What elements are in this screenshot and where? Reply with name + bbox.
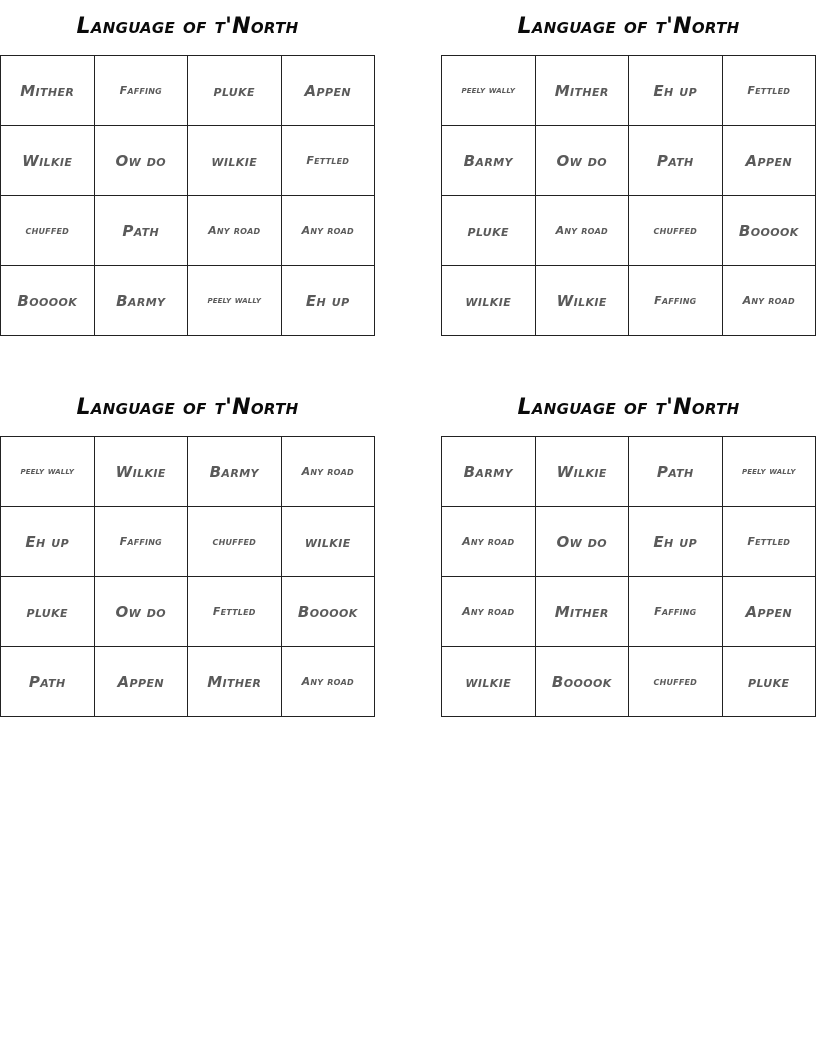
bingo-cell: Mither: [188, 647, 282, 717]
bingo-cell: Ow do: [95, 577, 189, 647]
bingo-grid: [441, 436, 816, 717]
bingo-cell: peely wally: [723, 437, 816, 507]
bingo-cell: wilkie: [282, 507, 376, 577]
bingo-cell: Fettled: [188, 577, 282, 647]
bingo-cell: Barmy: [95, 266, 189, 336]
card-title: Language of t'North: [76, 14, 299, 39]
bingo-cell: Faffing: [629, 266, 723, 336]
bingo-cell: chuffed: [629, 196, 723, 266]
bingo-cell: chuffed: [1, 196, 95, 266]
bingo-cell: Ow do: [95, 126, 189, 196]
card-title: Language of t'North: [76, 395, 299, 420]
bingo-cell: Eh up: [629, 56, 723, 126]
bingo-cell: Any road: [282, 196, 376, 266]
bingo-cell: Ow do: [536, 126, 630, 196]
bingo-cell: Eh up: [282, 266, 376, 336]
bingo-cell: Barmy: [442, 437, 536, 507]
bingo-cell: peely wally: [188, 266, 282, 336]
bingo-cell: Eh up: [629, 507, 723, 577]
bingo-cell: Any road: [723, 266, 816, 336]
bingo-cell: Fettled: [723, 56, 816, 126]
bingo-cell: Any road: [282, 437, 376, 507]
bingo-cell: Mither: [536, 577, 630, 647]
bingo-cell: Booook: [1, 266, 95, 336]
bingo-cell: Faffing: [95, 507, 189, 577]
bingo-cell: Barmy: [442, 126, 536, 196]
bingo-cell: Any road: [536, 196, 630, 266]
bingo-cell: Wilkie: [536, 437, 630, 507]
bingo-cell: pluke: [1, 577, 95, 647]
card-title: Language of t'North: [517, 395, 740, 420]
bingo-cell: Mither: [536, 56, 630, 126]
bingo-cell: pluke: [723, 647, 816, 717]
bingo-cell: peely wally: [1, 437, 95, 507]
bingo-cell: Fettled: [723, 507, 816, 577]
bingo-cell: Any road: [282, 647, 376, 717]
bingo-cell: Path: [95, 196, 189, 266]
bingo-cell: pluke: [188, 56, 282, 126]
bingo-cell: Faffing: [95, 56, 189, 126]
bingo-cell: Any road: [442, 577, 536, 647]
bingo-cell: Path: [1, 647, 95, 717]
bingo-cell: pluke: [442, 196, 536, 266]
card-title: Language of t'North: [517, 14, 740, 39]
bingo-cell: Mither: [1, 56, 95, 126]
bingo-cell: Any road: [442, 507, 536, 577]
bingo-cell: wilkie: [188, 126, 282, 196]
bingo-cell: Appen: [723, 126, 816, 196]
bingo-cell: Path: [629, 437, 723, 507]
bingo-cell: Booook: [723, 196, 816, 266]
bingo-grid: [0, 436, 375, 717]
bingo-cell: chuffed: [188, 507, 282, 577]
bingo-grid: [0, 55, 375, 336]
bingo-cell: Eh up: [1, 507, 95, 577]
bingo-cell: peely wally: [442, 56, 536, 126]
bingo-cell: Wilkie: [536, 266, 630, 336]
bingo-cell: Ow do: [536, 507, 630, 577]
bingo-cell: Wilkie: [1, 126, 95, 196]
bingo-cell: Faffing: [629, 577, 723, 647]
bingo-cell: Path: [629, 126, 723, 196]
bingo-cell: Booook: [282, 577, 376, 647]
bingo-cell: Any road: [188, 196, 282, 266]
bingo-cell: Appen: [282, 56, 376, 126]
bingo-cell: chuffed: [629, 647, 723, 717]
bingo-cell: wilkie: [442, 266, 536, 336]
bingo-cell: Appen: [95, 647, 189, 717]
bingo-cell: wilkie: [442, 647, 536, 717]
bingo-cell: Fettled: [282, 126, 376, 196]
bingo-cell: Barmy: [188, 437, 282, 507]
bingo-grid: [441, 55, 816, 336]
bingo-cell: Wilkie: [95, 437, 189, 507]
bingo-cell: Appen: [723, 577, 816, 647]
bingo-cell: Booook: [536, 647, 630, 717]
